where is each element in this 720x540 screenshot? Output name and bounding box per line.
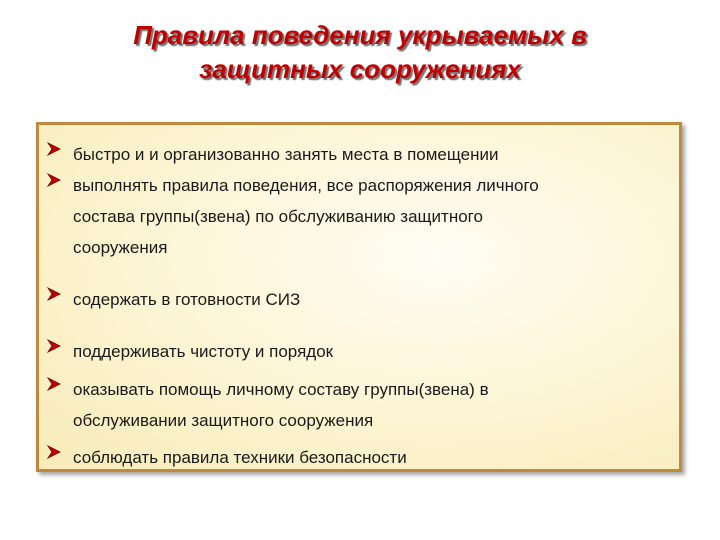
rule-item bbox=[47, 336, 667, 367]
slide-title-line-1: Правила поведения укрываемых в bbox=[133, 20, 587, 50]
rule-item bbox=[47, 284, 667, 315]
slide-title-line-2: защитных сооружениях bbox=[199, 54, 521, 84]
rule-text-line: содержать в готовности СИЗ bbox=[73, 290, 301, 309]
rule-text-line: быстро и и организованно занять места в помещении bbox=[73, 145, 499, 164]
rule-text-line: состава группы(звена) по обслуживанию защитного bbox=[73, 207, 483, 226]
rule-text-line: обслуживании защитного сооружения bbox=[73, 411, 374, 430]
arrowhead-bullet-icon bbox=[47, 377, 61, 391]
rule-text-line: соблюдать правила техники безопасности bbox=[73, 448, 407, 467]
rule-item bbox=[47, 374, 667, 436]
rule-text-line: поддерживать чистоту и порядок bbox=[73, 342, 334, 361]
arrowhead-bullet-icon bbox=[47, 287, 61, 301]
slide-title bbox=[40, 18, 680, 86]
arrowhead-bullet-icon bbox=[47, 142, 61, 156]
rule-item bbox=[47, 442, 667, 473]
rule-text-line: оказывать помощь личному составу группы(звена) в bbox=[73, 380, 489, 399]
rule-item bbox=[47, 139, 667, 170]
rule-text-line: выполнять правила поведения, все распоряжения личного bbox=[73, 176, 539, 195]
arrowhead-bullet-icon bbox=[47, 445, 61, 459]
arrowhead-bullet-icon bbox=[47, 173, 61, 187]
rules-content-box bbox=[36, 122, 682, 472]
rule-item bbox=[47, 170, 667, 263]
arrowhead-bullet-icon bbox=[47, 339, 61, 353]
rule-text-line: сооружения bbox=[73, 238, 168, 257]
